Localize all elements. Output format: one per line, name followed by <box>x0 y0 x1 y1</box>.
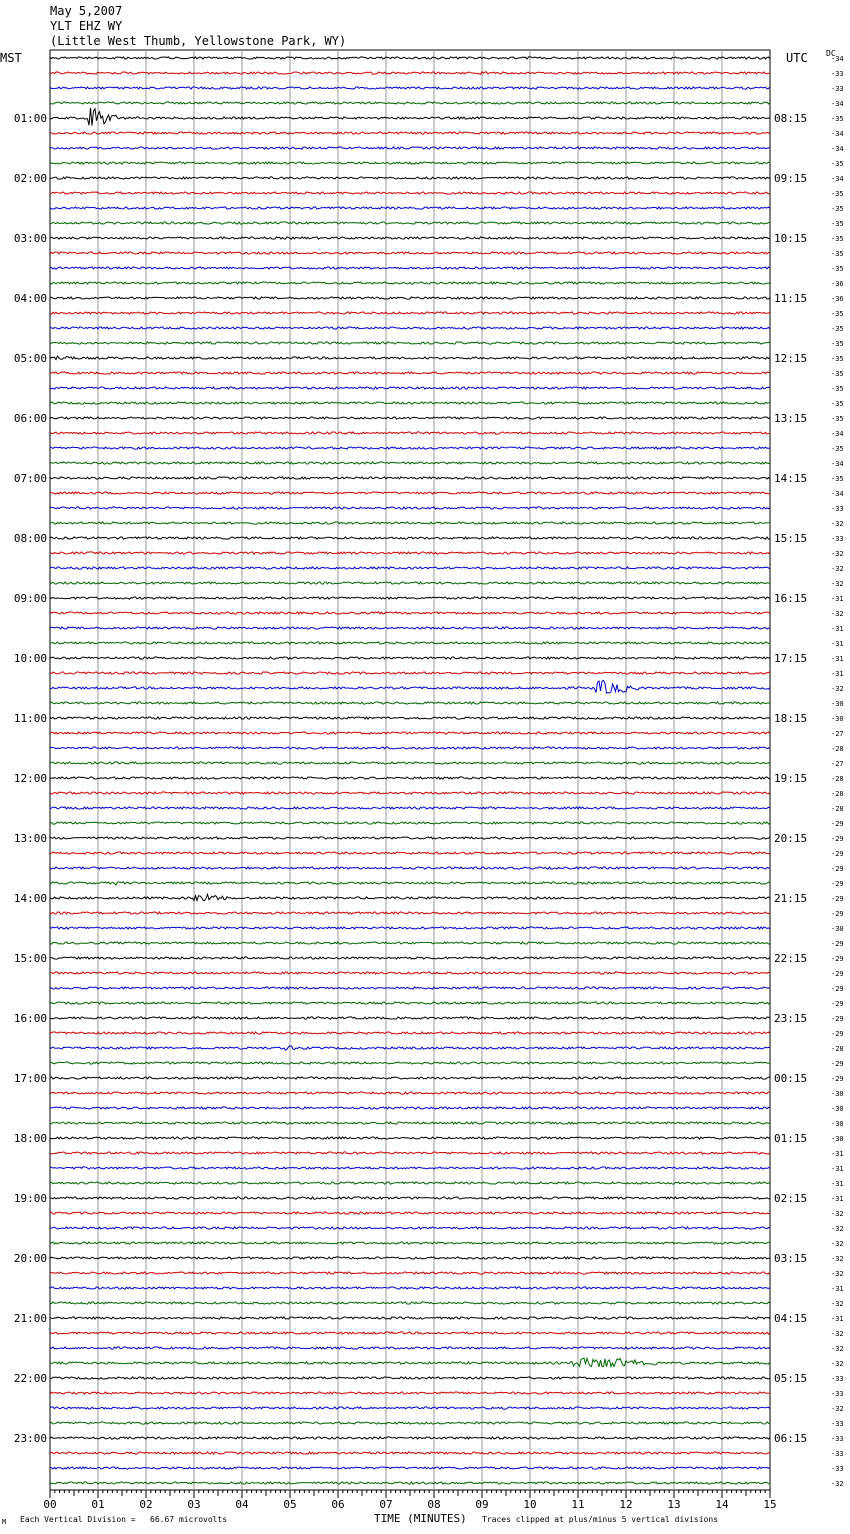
left-hour-label: 10:00 <box>13 652 47 665</box>
dc-offset-label: -28 <box>831 790 844 798</box>
dc-offset-label: -35 <box>831 265 844 273</box>
dc-offset-label: -35 <box>831 160 844 168</box>
left-hour-label: 11:00 <box>13 712 47 725</box>
right-hour-label: 11:15 <box>774 292 808 305</box>
dc-offset-header: DC <box>826 49 836 58</box>
dc-offset-label: -33 <box>831 1390 844 1398</box>
dc-offset-label: -27 <box>831 760 844 768</box>
dc-offset-label: -35 <box>831 205 844 213</box>
right-hour-label: 22:15 <box>774 952 808 965</box>
dc-offset-label: -33 <box>831 70 844 78</box>
dc-offset-label: -33 <box>831 1420 844 1428</box>
dc-offset-label: -30 <box>831 1135 844 1143</box>
seismic-trace <box>50 1482 770 1484</box>
seismic-trace <box>50 1182 770 1184</box>
left-hour-label: 12:00 <box>13 772 47 785</box>
seismic-trace <box>50 1046 770 1050</box>
seismic-trace <box>50 327 770 329</box>
seismic-trace <box>50 312 770 314</box>
dc-offset-label: -28 <box>831 775 844 783</box>
dc-offset-label: -29 <box>831 1060 844 1068</box>
time-axis-tick-label: 00 <box>43 1498 57 1511</box>
dc-offset-label: -32 <box>831 550 844 558</box>
dc-offset-label: -34 <box>831 145 844 153</box>
dc-offset-label: -28 <box>831 745 844 753</box>
dc-offset-label: -32 <box>831 580 844 588</box>
seismic-trace <box>50 147 770 149</box>
left-hour-label: 06:00 <box>13 412 47 425</box>
dc-offset-label: -33 <box>831 535 844 543</box>
dc-offset-label: -30 <box>831 1105 844 1113</box>
seismic-trace <box>50 894 770 900</box>
dc-offset-label: -31 <box>831 1315 844 1323</box>
dc-offset-label: -29 <box>831 820 844 828</box>
dc-offset-label: -31 <box>831 670 844 678</box>
seismic-trace <box>50 1317 770 1319</box>
dc-offset-label: -29 <box>831 880 844 888</box>
right-hour-label: 20:15 <box>774 832 808 845</box>
seismic-trace <box>50 267 770 269</box>
seismic-trace <box>50 927 770 929</box>
time-axis-tick-label: 11 <box>571 1498 585 1511</box>
seismic-trace <box>50 1227 770 1229</box>
seismic-trace <box>50 162 770 164</box>
seismic-trace <box>50 1358 770 1367</box>
dc-offset-label: -29 <box>831 865 844 873</box>
time-axis-tick-label: 13 <box>667 1498 681 1511</box>
dc-offset-label: -36 <box>831 295 844 303</box>
seismic-trace <box>50 1077 770 1079</box>
dc-offset-label: -32 <box>831 685 844 693</box>
dc-offset-label: -34 <box>831 175 844 183</box>
seismic-trace <box>50 807 770 809</box>
dc-offset-label: -35 <box>831 415 844 423</box>
dc-offset-label: -29 <box>831 850 844 858</box>
seismic-trace <box>50 1302 770 1304</box>
dc-offset-label: -35 <box>831 115 844 123</box>
dc-offset-label: -32 <box>831 1405 844 1413</box>
left-hour-label: 09:00 <box>13 592 47 605</box>
dc-offset-label: -32 <box>831 1330 844 1338</box>
dc-offset-label: -35 <box>831 250 844 258</box>
dc-offset-label: -32 <box>831 1255 844 1263</box>
dc-offset-label: -30 <box>831 715 844 723</box>
time-axis-tick-label: 03 <box>187 1498 201 1511</box>
dc-offset-label: -35 <box>831 325 844 333</box>
dc-offset-label: -32 <box>831 1360 844 1368</box>
seismic-trace <box>50 192 770 194</box>
seismic-trace <box>50 342 770 344</box>
seismic-trace <box>50 957 770 959</box>
dc-offset-label: -31 <box>831 595 844 603</box>
seismic-trace <box>50 987 770 989</box>
seismic-trace <box>50 492 770 494</box>
right-hour-label: 00:15 <box>774 1072 808 1085</box>
right-hour-label: 12:15 <box>774 352 808 365</box>
seismic-trace <box>50 507 770 509</box>
right-hour-label: 21:15 <box>774 892 808 905</box>
right-hour-label: 02:15 <box>774 1192 808 1205</box>
dc-offset-label: -32 <box>831 610 844 618</box>
station-code: YLT EHZ WY <box>50 19 123 33</box>
dc-offset-label: -34 <box>831 460 844 468</box>
left-hour-label: 23:00 <box>13 1432 47 1445</box>
right-hour-label: 18:15 <box>774 712 808 725</box>
left-hour-label: 08:00 <box>13 532 47 545</box>
left-hour-label: 05:00 <box>13 352 47 365</box>
right-hour-label: 09:15 <box>774 172 808 185</box>
seismic-trace <box>50 297 770 299</box>
seismic-trace <box>50 282 770 284</box>
seismic-trace <box>50 852 770 854</box>
dc-offset-label: -33 <box>831 1465 844 1473</box>
dc-offset-label: -29 <box>831 1000 844 1008</box>
seismic-trace <box>50 1152 770 1154</box>
dc-offset-label: -32 <box>831 1240 844 1248</box>
seismic-trace <box>50 132 770 134</box>
right-hour-label: 19:15 <box>774 772 808 785</box>
dc-offset-label: -29 <box>831 985 844 993</box>
seismic-trace <box>50 1287 770 1289</box>
left-hour-label: 20:00 <box>13 1252 47 1265</box>
seismic-trace <box>50 582 770 584</box>
seismic-trace <box>50 822 770 824</box>
seismic-trace <box>50 1137 770 1139</box>
seismic-trace <box>50 1347 770 1349</box>
time-axis-tick-label: 15 <box>763 1498 777 1511</box>
seismic-trace <box>50 1242 770 1244</box>
left-timezone-label: MST <box>0 51 22 65</box>
seismic-trace <box>50 702 770 704</box>
left-hour-label: 14:00 <box>13 892 47 905</box>
seismic-trace <box>50 1467 770 1469</box>
time-axis-tick-label: 04 <box>235 1498 249 1511</box>
seismic-trace <box>50 72 770 75</box>
dc-offset-label: -28 <box>831 805 844 813</box>
seismic-trace <box>50 747 770 749</box>
dc-offset-label: -35 <box>831 190 844 198</box>
seismic-trace <box>50 657 770 659</box>
seismic-trace <box>50 1197 770 1199</box>
dc-offset-label: -32 <box>831 1480 844 1488</box>
right-hour-label: 04:15 <box>774 1312 808 1325</box>
seismic-trace <box>50 237 770 239</box>
dc-offset-label: -30 <box>831 1120 844 1128</box>
seismic-trace <box>50 87 770 89</box>
seismic-trace <box>50 882 770 885</box>
plot-date: May 5,2007 <box>50 4 123 18</box>
seismic-trace <box>50 1452 770 1454</box>
left-hour-label: 17:00 <box>13 1072 47 1085</box>
dc-offset-label: -35 <box>831 310 844 318</box>
dc-offset-label: -33 <box>831 1435 844 1443</box>
dc-offset-label: -29 <box>831 835 844 843</box>
seismic-trace <box>50 1062 770 1064</box>
seismic-trace <box>50 462 770 464</box>
dc-offset-label: -33 <box>831 1375 844 1383</box>
seismic-trace <box>50 867 770 869</box>
seismic-trace <box>50 612 770 614</box>
left-hour-label: 04:00 <box>13 292 47 305</box>
seismic-trace <box>50 717 770 719</box>
seismic-trace <box>50 1272 770 1274</box>
seismic-trace <box>50 108 770 126</box>
seismic-trace <box>50 552 770 554</box>
left-hour-label: 01:00 <box>13 112 47 125</box>
dc-offset-label: -31 <box>831 1195 844 1203</box>
right-hour-label: 23:15 <box>774 1012 808 1025</box>
seismic-trace <box>50 356 770 360</box>
seismic-trace <box>50 1122 770 1124</box>
seismic-trace <box>50 732 770 734</box>
seismic-trace <box>50 762 770 764</box>
seismic-trace <box>50 522 770 524</box>
seismic-trace <box>50 1167 770 1169</box>
dc-offset-label: -33 <box>831 505 844 513</box>
dc-offset-label: -31 <box>831 640 844 648</box>
dc-offset-label: -30 <box>831 1090 844 1098</box>
dc-offset-label: -35 <box>831 385 844 393</box>
seismic-trace <box>50 537 770 539</box>
left-hour-label: 03:00 <box>13 232 47 245</box>
dc-offset-label: -33 <box>831 1450 844 1458</box>
dc-offset-label: -32 <box>831 1300 844 1308</box>
right-hour-label: 03:15 <box>774 1252 808 1265</box>
dc-offset-label: -29 <box>831 895 844 903</box>
seismic-trace <box>50 387 770 389</box>
seismic-trace <box>50 1212 770 1214</box>
time-axis-tick-label: 10 <box>523 1498 537 1511</box>
seismic-trace <box>50 792 770 794</box>
dc-offset-label: -32 <box>831 1270 844 1278</box>
dc-offset-label: -29 <box>831 1030 844 1038</box>
dc-offset-label: -34 <box>831 100 844 108</box>
right-hour-label: 01:15 <box>774 1132 808 1145</box>
seismic-trace <box>50 1032 770 1034</box>
time-axis-tick-label: 02 <box>139 1498 153 1511</box>
seismic-trace <box>50 402 770 404</box>
dc-offset-label: -36 <box>831 280 844 288</box>
dc-offset-label: -31 <box>831 625 844 633</box>
right-hour-label: 14:15 <box>774 472 808 485</box>
clipping-note: Traces clipped at plus/minus 5 vertical divisions <box>482 1515 719 1524</box>
dc-offset-label: -31 <box>831 655 844 663</box>
seismic-trace <box>50 57 770 59</box>
right-hour-label: 05:15 <box>774 1372 808 1385</box>
left-hour-label: 15:00 <box>13 952 47 965</box>
dc-offset-label: -34 <box>831 430 844 438</box>
dc-offset-label: -32 <box>831 1225 844 1233</box>
dc-offset-label: -35 <box>831 355 844 363</box>
dc-offset-label: -29 <box>831 1015 844 1023</box>
dc-offset-label: -32 <box>831 565 844 573</box>
time-axis-tick-label: 08 <box>427 1498 441 1511</box>
dc-offset-label: -29 <box>831 940 844 948</box>
seismic-trace <box>50 837 770 839</box>
seismic-trace <box>50 942 770 944</box>
dc-offset-label: -32 <box>831 1210 844 1218</box>
time-axis-tick-label: 14 <box>715 1498 729 1511</box>
time-axis-tick-label: 06 <box>331 1498 345 1511</box>
time-axis-tick-label: 01 <box>91 1498 105 1511</box>
dc-offset-label: -28 <box>831 1045 844 1053</box>
vertical-division-scale: Each Vertical Division = 66.67 microvolts <box>20 1515 228 1524</box>
seismic-trace <box>50 1407 770 1409</box>
seismic-trace <box>50 972 770 974</box>
seismic-trace <box>50 1002 770 1004</box>
dc-offset-label: -34 <box>831 490 844 498</box>
seismic-trace <box>50 177 770 179</box>
dc-offset-label: -29 <box>831 1075 844 1083</box>
dc-offset-label: -31 <box>831 1180 844 1188</box>
dc-offset-label: -32 <box>831 520 844 528</box>
seismic-trace <box>50 447 770 449</box>
seismic-trace <box>50 627 770 629</box>
dc-offset-label: -31 <box>831 1150 844 1158</box>
seismic-trace <box>50 777 770 779</box>
left-hour-label: 19:00 <box>13 1192 47 1205</box>
seismic-trace <box>50 432 770 434</box>
time-axis-tick-label: 07 <box>379 1498 393 1511</box>
left-hour-label: 22:00 <box>13 1372 47 1385</box>
seismic-trace <box>50 672 770 674</box>
seismic-trace <box>50 222 770 224</box>
time-axis-tick-label: 09 <box>475 1498 489 1511</box>
right-hour-label: 16:15 <box>774 592 808 605</box>
left-hour-label: 07:00 <box>13 472 47 485</box>
seismic-trace <box>50 642 770 644</box>
dc-offset-label: -35 <box>831 400 844 408</box>
left-hour-label: 16:00 <box>13 1012 47 1025</box>
right-hour-label: 13:15 <box>774 412 808 425</box>
seismic-trace <box>50 1377 770 1379</box>
seismic-trace <box>50 102 770 104</box>
time-axis-tick-label: 12 <box>619 1498 633 1511</box>
seismic-trace <box>50 680 770 693</box>
right-hour-label: 08:15 <box>774 112 808 125</box>
time-axis-title: TIME (MINUTES) <box>374 1512 467 1525</box>
dc-offset-label: -35 <box>831 370 844 378</box>
right-hour-label: 06:15 <box>774 1432 808 1445</box>
dc-offset-label: -30 <box>831 925 844 933</box>
station-location: (Little West Thumb, Yellowstone Park, WY) <box>50 34 347 48</box>
seismic-trace <box>50 1437 770 1439</box>
dc-offset-label: -29 <box>831 955 844 963</box>
dc-offset-label: -31 <box>831 1165 844 1173</box>
seismic-trace <box>50 252 770 254</box>
seismic-trace <box>50 1092 770 1094</box>
dc-offset-label: -34 <box>831 55 844 63</box>
dc-offset-label: -32 <box>831 1345 844 1353</box>
footer-mark: M <box>2 1518 7 1526</box>
seismic-trace <box>50 1392 770 1394</box>
time-axis-tick-label: 05 <box>283 1498 297 1511</box>
dc-offset-label: -34 <box>831 130 844 138</box>
dc-offset-label: -27 <box>831 730 844 738</box>
dc-offset-label: -33 <box>831 85 844 93</box>
dc-offset-label: -31 <box>831 1285 844 1293</box>
seismic-trace <box>50 1332 770 1334</box>
seismic-trace <box>50 567 770 569</box>
seismic-trace <box>50 1257 770 1259</box>
left-hour-label: 18:00 <box>13 1132 47 1145</box>
seismic-trace <box>50 1017 770 1019</box>
seismic-trace <box>50 1422 770 1424</box>
seismic-trace <box>50 372 770 374</box>
dc-offset-label: -29 <box>831 970 844 978</box>
right-hour-label: 10:15 <box>774 232 808 245</box>
left-hour-label: 21:00 <box>13 1312 47 1325</box>
seismic-trace <box>50 477 770 479</box>
right-hour-label: 15:15 <box>774 532 808 545</box>
dc-offset-label: -35 <box>831 220 844 228</box>
dc-offset-label: -30 <box>831 700 844 708</box>
left-hour-label: 13:00 <box>13 832 47 845</box>
seismic-trace <box>50 597 770 599</box>
left-hour-label: 02:00 <box>13 172 47 185</box>
right-hour-label: 17:15 <box>774 652 808 665</box>
seismic-trace <box>50 207 770 209</box>
dc-offset-label: -35 <box>831 340 844 348</box>
dc-offset-label: -35 <box>831 445 844 453</box>
seismic-trace <box>50 417 770 419</box>
dc-offset-label: -35 <box>831 235 844 243</box>
right-timezone-label: UTC <box>786 51 808 65</box>
dc-offset-label: -35 <box>831 475 844 483</box>
seismic-trace <box>50 1107 770 1109</box>
seismic-trace <box>50 912 770 914</box>
dc-offset-label: -29 <box>831 910 844 918</box>
